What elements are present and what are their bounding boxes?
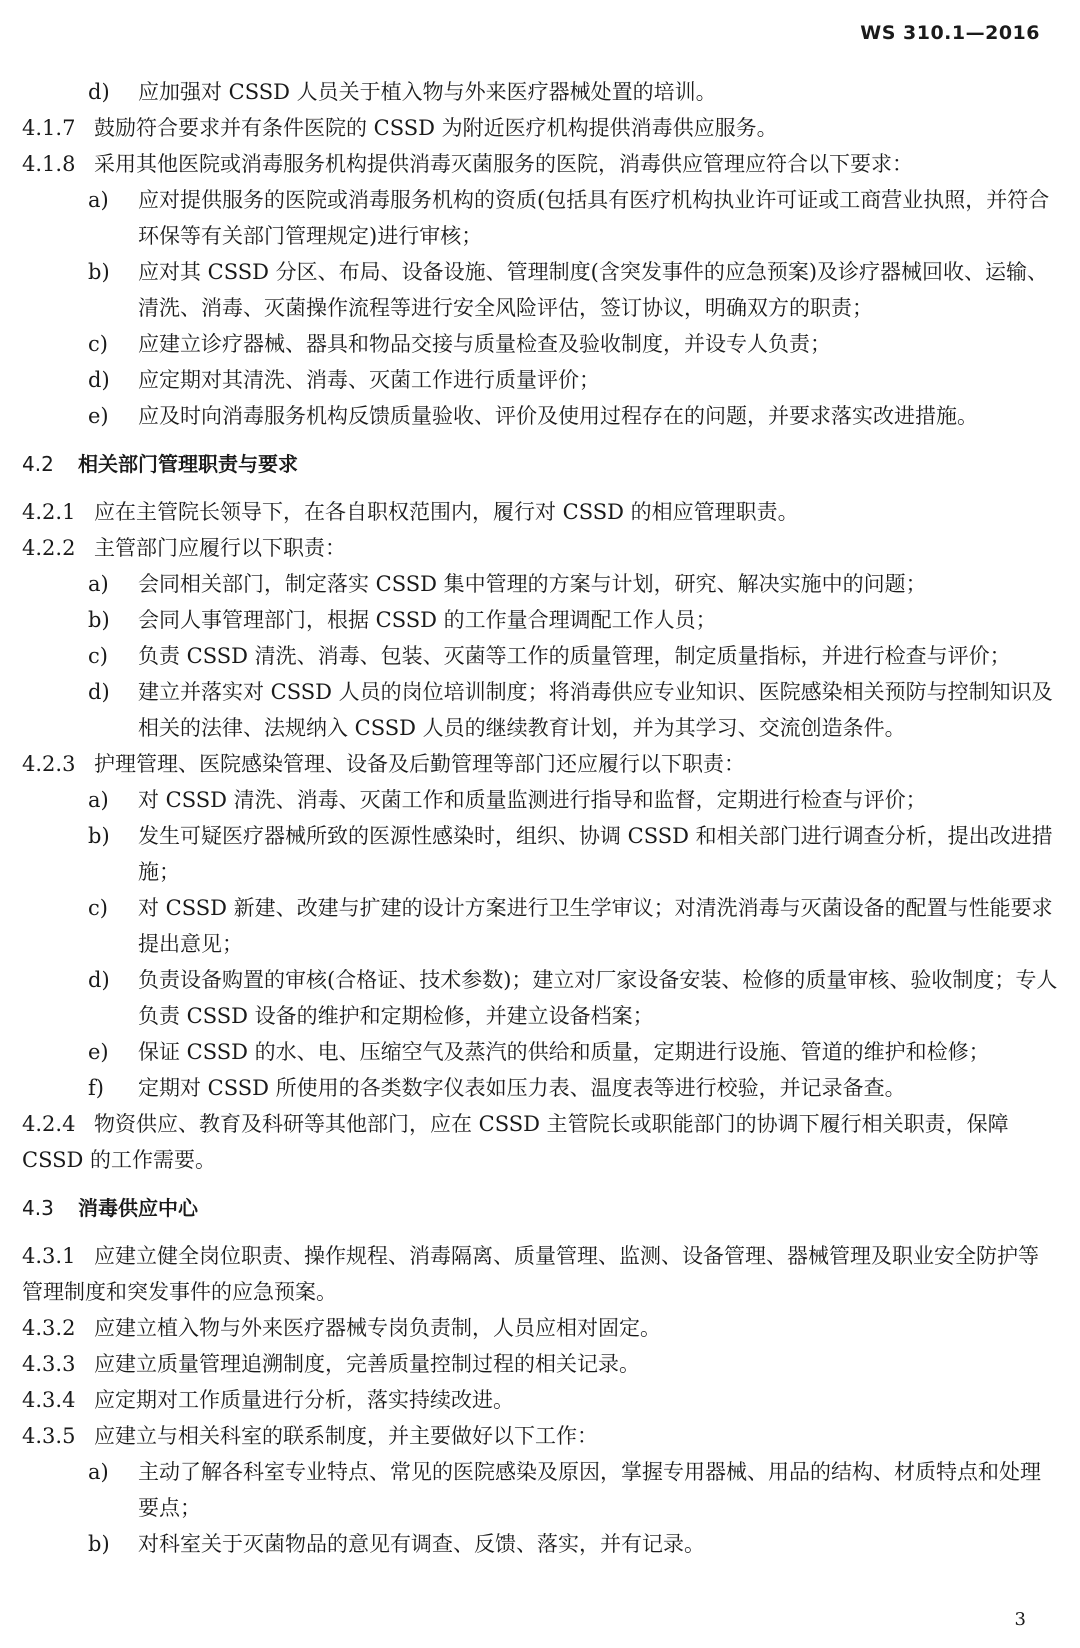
list-item-text: 会同相关部门，制定落实 CSSD 集中管理的方案与计划，研究、解决实施中的问题； bbox=[138, 572, 927, 596]
clause-number: 4.3.2 bbox=[22, 1316, 76, 1340]
clause-text: 物资供应、教育及科研等其他部门，应在 CSSD 主管院长或职能部门的协调下履行相关职责，保障 CSSD 的工作需要。 bbox=[22, 1112, 1009, 1172]
list-item bbox=[22, 254, 1058, 326]
clause-text: 应建立植入物与外来医疗器械专岗负责制，人员应相对固定。 bbox=[94, 1316, 661, 1340]
list-item-text: 应建立诊疗器械、器具和物品交接与质量检查及验收制度，并设专人负责； bbox=[138, 332, 831, 356]
section-number: 4.2 bbox=[22, 452, 54, 476]
list-item-text: 负责 CSSD 清洗、消毒、包装、灭菌等工作的质量管理，制定质量指标，并进行检查与评价； bbox=[138, 644, 1011, 668]
list-item-text: 保证 CSSD 的水、电、压缩空气及蒸汽的供给和质量，定期进行设施、管道的维护和检修； bbox=[138, 1040, 990, 1064]
list-item-label: e) bbox=[88, 404, 109, 428]
list-item-label: c) bbox=[88, 896, 108, 920]
list-item-text: 负责设备购置的审核(合格证、技术参数)；建立对厂家设备安装、检修的质量审核、验收制度；专人负责 CSSD 设备的维护和定期检修，并建立设备档案； bbox=[138, 968, 1058, 1028]
clause-text: 主管部门应履行以下职责： bbox=[94, 536, 346, 560]
list-item-label: a) bbox=[88, 572, 109, 596]
list-item bbox=[22, 326, 1058, 362]
list-item-text: 定期对 CSSD 所使用的各类数字仪表如压力表、温度表等进行校验，并记录备查。 bbox=[138, 1076, 906, 1100]
list-item-label: d) bbox=[88, 80, 110, 104]
clause-text: 应在主管院长领导下，在各自职权范围内，履行对 CSSD 的相应管理职责。 bbox=[94, 500, 799, 524]
list-item-label: b) bbox=[88, 608, 110, 632]
page-number: 3 bbox=[1014, 1609, 1026, 1630]
clause-text: 应建立健全岗位职责、操作规程、消毒隔离、质量管理、监测、设备管理、器械管理及职业安全防护等管理制度和突发事件的应急预案。 bbox=[22, 1244, 1039, 1304]
list-item-text: 主动了解各科室专业特点、常见的医院感染及原因，掌握专用器械、用品的结构、材质特点和处理要点； bbox=[138, 1460, 1041, 1520]
list-item bbox=[22, 362, 1058, 398]
section-heading bbox=[22, 446, 1058, 482]
list-item bbox=[22, 674, 1058, 746]
list-item bbox=[22, 602, 1058, 638]
clause bbox=[22, 1418, 1058, 1454]
list-item-text: 对 CSSD 清洗、消毒、灭菌工作和质量监测进行指导和监督，定期进行检查与评价； bbox=[138, 788, 927, 812]
section-number: 4.3 bbox=[22, 1196, 54, 1220]
list-item-label: b) bbox=[88, 1532, 110, 1556]
section-title: 相关部门管理职责与要求 bbox=[78, 452, 298, 476]
clause-number: 4.3.4 bbox=[22, 1388, 76, 1412]
clause-number: 4.2.1 bbox=[22, 500, 76, 524]
clause-number: 4.1.7 bbox=[22, 116, 76, 140]
document-code-header: WS 310.1—2016 bbox=[860, 22, 1040, 44]
clause bbox=[22, 1106, 1058, 1178]
list-item bbox=[22, 890, 1058, 962]
clause bbox=[22, 1310, 1058, 1346]
list-item-text: 应对其 CSSD 分区、布局、设备设施、管理制度(含突发事件的应急预案)及诊疗器械回收、运输、清洗、消毒、灭菌操作流程等进行安全风险评估，签订协议，明确双方的职责； bbox=[138, 260, 1049, 320]
clause-number: 4.1.8 bbox=[22, 152, 76, 176]
list-item-label: b) bbox=[88, 824, 110, 848]
list-item-label: c) bbox=[88, 332, 108, 356]
list-item-text: 应定期对其清洗、消毒、灭菌工作进行质量评价； bbox=[138, 368, 600, 392]
section-heading bbox=[22, 1190, 1058, 1226]
clause-text: 应建立质量管理追溯制度，完善质量控制过程的相关记录。 bbox=[94, 1352, 640, 1376]
list-item-text: 发生可疑医疗器械所致的医源性感染时，组织、协调 CSSD 和相关部门进行调查分析，提出改进措施； bbox=[138, 824, 1053, 884]
clause-number: 4.2.3 bbox=[22, 752, 76, 776]
clause-number: 4.3.3 bbox=[22, 1352, 76, 1376]
list-item bbox=[22, 638, 1058, 674]
list-item bbox=[22, 1070, 1058, 1106]
list-item-label: a) bbox=[88, 1460, 109, 1484]
clause bbox=[22, 1238, 1058, 1310]
list-item bbox=[22, 962, 1058, 1034]
list-item bbox=[22, 566, 1058, 602]
list-item bbox=[22, 1526, 1058, 1562]
clause bbox=[22, 746, 1058, 782]
clause bbox=[22, 1382, 1058, 1418]
clause-text: 应建立与相关科室的联系制度，并主要做好以下工作： bbox=[94, 1424, 598, 1448]
list-item-label: e) bbox=[88, 1040, 109, 1064]
clause bbox=[22, 1346, 1058, 1382]
clause-text: 护理管理、医院感染管理、设备及后勤管理等部门还应履行以下职责： bbox=[94, 752, 745, 776]
list-item-text: 应加强对 CSSD 人员关于植入物与外来医疗器械处置的培训。 bbox=[138, 80, 717, 104]
clause-text: 采用其他医院或消毒服务机构提供消毒灭菌服务的医院，消毒供应管理应符合以下要求： bbox=[94, 152, 913, 176]
clause-number: 4.2.4 bbox=[22, 1112, 76, 1136]
clause-text: 鼓励符合要求并有条件医院的 CSSD 为附近医疗机构提供消毒供应服务。 bbox=[94, 116, 778, 140]
list-item-text: 会同人事管理部门，根据 CSSD 的工作量合理调配工作人员； bbox=[138, 608, 717, 632]
list-item bbox=[22, 398, 1058, 434]
clause bbox=[22, 110, 1058, 146]
list-item-label: a) bbox=[88, 188, 109, 212]
list-item bbox=[22, 1454, 1058, 1526]
clause bbox=[22, 530, 1058, 566]
list-item-text: 对科室关于灭菌物品的意见有调查、反馈、落实，并有记录。 bbox=[138, 1532, 705, 1556]
clause-number: 4.3.5 bbox=[22, 1424, 76, 1448]
clause bbox=[22, 146, 1058, 182]
list-item bbox=[22, 1034, 1058, 1070]
clause bbox=[22, 494, 1058, 530]
clause-number: 4.2.2 bbox=[22, 536, 76, 560]
list-item-text: 对 CSSD 新建、改建与扩建的设计方案进行卫生学审议；对清洗消毒与灭菌设备的配置与性能要求提出意见； bbox=[138, 896, 1053, 956]
list-item bbox=[22, 818, 1058, 890]
list-item-text: 应对提供服务的医院或消毒服务机构的资质(包括具有医疗机构执业许可证或工商营业执照，并符合环保等有关部门管理规定)进行审核； bbox=[138, 188, 1050, 248]
list-item bbox=[22, 74, 1058, 110]
list-item-label: a) bbox=[88, 788, 109, 812]
list-item bbox=[22, 782, 1058, 818]
list-item-label: c) bbox=[88, 644, 108, 668]
clause-number: 4.3.1 bbox=[22, 1244, 76, 1268]
list-item-text: 应及时向消毒服务机构反馈质量验收、评价及使用过程存在的问题，并要求落实改进措施。 bbox=[138, 404, 978, 428]
list-item-text: 建立并落实对 CSSD 人员的岗位培训制度；将消毒供应专业知识、医院感染相关预防与控制知识及相关的法律、法规纳入 CSSD 人员的继续教育计划，并为其学习、交流创造条件。 bbox=[138, 680, 1053, 740]
list-item-label: d) bbox=[88, 680, 110, 704]
document-body bbox=[22, 74, 1058, 1562]
section-title: 消毒供应中心 bbox=[78, 1196, 198, 1220]
list-item-label: f) bbox=[88, 1076, 104, 1100]
clause-text: 应定期对工作质量进行分析，落实持续改进。 bbox=[94, 1388, 514, 1412]
list-item-label: b) bbox=[88, 260, 110, 284]
list-item-label: d) bbox=[88, 968, 110, 992]
list-item bbox=[22, 182, 1058, 254]
list-item-label: d) bbox=[88, 368, 110, 392]
